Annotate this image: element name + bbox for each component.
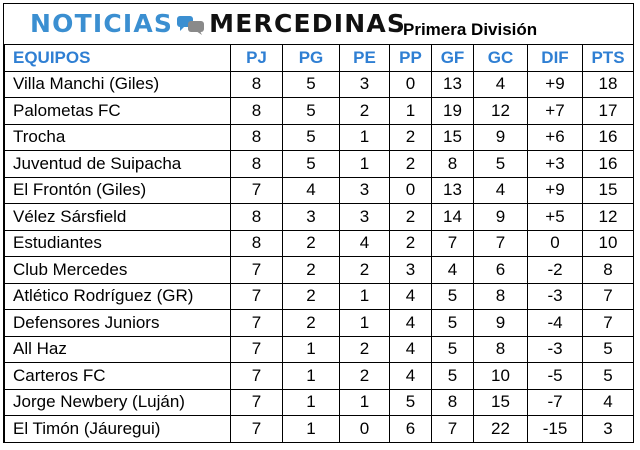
table-header-row xyxy=(5,45,634,72)
stat-cell-pj: 7 xyxy=(231,283,283,310)
team-name-cell: Estudiantes xyxy=(5,230,231,257)
table-row xyxy=(5,177,634,204)
stat-cell-pj: 7 xyxy=(231,416,283,443)
stat-cell-gc: 9 xyxy=(474,204,528,231)
stat-cell-pj: 7 xyxy=(231,310,283,337)
stat-cell-pe: 2 xyxy=(340,363,390,390)
stat-cell-pp: 2 xyxy=(390,124,432,151)
stat-cell-pj: 8 xyxy=(231,98,283,125)
stat-cell-gc: 4 xyxy=(474,177,528,204)
stat-cell-pg: 5 xyxy=(283,151,340,178)
column-header-pe: PE xyxy=(340,45,390,72)
table-row xyxy=(5,389,634,416)
stat-cell-pj: 8 xyxy=(231,71,283,98)
stat-cell-pg: 3 xyxy=(283,204,340,231)
table-row xyxy=(5,151,634,178)
stat-cell-pp: 4 xyxy=(390,310,432,337)
team-name-cell: Juventud de Suipacha xyxy=(5,151,231,178)
table-row xyxy=(5,230,634,257)
title-row xyxy=(4,4,633,44)
stat-cell-pe: 0 xyxy=(340,416,390,443)
team-name-cell: Trocha xyxy=(5,124,231,151)
stat-cell-pg: 2 xyxy=(283,257,340,284)
column-header-team: EQUIPOS xyxy=(5,45,231,72)
stat-cell-dif: -3 xyxy=(528,283,583,310)
stat-cell-gc: 12 xyxy=(474,98,528,125)
team-name-cell: Defensores Juniors xyxy=(5,310,231,337)
stat-cell-pj: 8 xyxy=(231,230,283,257)
stat-cell-pts: 5 xyxy=(583,363,634,390)
column-header-gf: GF xyxy=(432,45,474,72)
team-name-cell: El Timón (Jáuregui) xyxy=(5,416,231,443)
column-header-pj: PJ xyxy=(231,45,283,72)
stat-cell-pg: 1 xyxy=(283,416,340,443)
standings-card xyxy=(3,3,634,443)
stat-cell-pg: 1 xyxy=(283,363,340,390)
stat-cell-gf: 15 xyxy=(432,124,474,151)
stat-cell-pts: 15 xyxy=(583,177,634,204)
table-row xyxy=(5,336,634,363)
stat-cell-pj: 8 xyxy=(231,151,283,178)
team-name-cell: El Frontón (Giles) xyxy=(5,177,231,204)
stat-cell-gc: 7 xyxy=(474,230,528,257)
stat-cell-gf: 8 xyxy=(432,389,474,416)
stat-cell-gc: 5 xyxy=(474,151,528,178)
stat-cell-dif: +9 xyxy=(528,71,583,98)
team-name-cell: Carteros FC xyxy=(5,363,231,390)
stat-cell-gf: 5 xyxy=(432,363,474,390)
stat-cell-pe: 4 xyxy=(340,230,390,257)
stat-cell-pts: 4 xyxy=(583,389,634,416)
stat-cell-pts: 7 xyxy=(583,310,634,337)
stat-cell-pts: 5 xyxy=(583,336,634,363)
stat-cell-dif: -4 xyxy=(528,310,583,337)
stat-cell-pj: 8 xyxy=(231,204,283,231)
stat-cell-pe: 3 xyxy=(340,204,390,231)
team-name-cell: Vélez Sársfield xyxy=(5,204,231,231)
stat-cell-gf: 4 xyxy=(432,257,474,284)
stat-cell-pts: 3 xyxy=(583,416,634,443)
stat-cell-dif: 0 xyxy=(528,230,583,257)
stat-cell-pp: 3 xyxy=(390,257,432,284)
stat-cell-pe: 2 xyxy=(340,257,390,284)
table-row xyxy=(5,416,634,443)
stat-cell-pp: 0 xyxy=(390,71,432,98)
stat-cell-pg: 2 xyxy=(283,310,340,337)
stat-cell-pts: 10 xyxy=(583,230,634,257)
stat-cell-pg: 1 xyxy=(283,389,340,416)
stat-cell-gc: 4 xyxy=(474,71,528,98)
stat-cell-gf: 7 xyxy=(432,416,474,443)
team-name-cell: Jorge Newbery (Luján) xyxy=(5,389,231,416)
stat-cell-pe: 2 xyxy=(340,336,390,363)
stat-cell-pp: 5 xyxy=(390,389,432,416)
stat-cell-pg: 4 xyxy=(283,177,340,204)
stat-cell-pg: 5 xyxy=(283,98,340,125)
stat-cell-pe: 3 xyxy=(340,71,390,98)
logo-word-noticias: NOTICIAS xyxy=(30,9,174,38)
stat-cell-pg: 1 xyxy=(283,336,340,363)
stat-cell-pe: 2 xyxy=(340,98,390,125)
table-row xyxy=(5,310,634,337)
stat-cell-gc: 8 xyxy=(474,336,528,363)
stat-cell-pp: 2 xyxy=(390,151,432,178)
logo xyxy=(30,9,406,39)
table-row xyxy=(5,257,634,284)
stat-cell-gf: 5 xyxy=(432,336,474,363)
stat-cell-pj: 8 xyxy=(231,124,283,151)
stat-cell-pg: 5 xyxy=(283,124,340,151)
table-row xyxy=(5,204,634,231)
stat-cell-pts: 17 xyxy=(583,98,634,125)
stat-cell-pe: 1 xyxy=(340,151,390,178)
stat-cell-pts: 16 xyxy=(583,124,634,151)
stat-cell-pts: 16 xyxy=(583,151,634,178)
stat-cell-dif: -2 xyxy=(528,257,583,284)
stat-cell-gf: 19 xyxy=(432,98,474,125)
team-name-cell: Atlético Rodríguez (GR) xyxy=(5,283,231,310)
table-row xyxy=(5,124,634,151)
column-header-gc: GC xyxy=(474,45,528,72)
team-name-cell: Club Mercedes xyxy=(5,257,231,284)
stat-cell-gc: 15 xyxy=(474,389,528,416)
column-header-pp: PP xyxy=(390,45,432,72)
stat-cell-pj: 7 xyxy=(231,363,283,390)
stat-cell-dif: +3 xyxy=(528,151,583,178)
stat-cell-pp: 2 xyxy=(390,204,432,231)
team-name-cell: Palometas FC xyxy=(5,98,231,125)
stat-cell-pj: 7 xyxy=(231,257,283,284)
table-row xyxy=(5,71,634,98)
team-name-cell: Villa Manchi (Giles) xyxy=(5,71,231,98)
table-row xyxy=(5,283,634,310)
stat-cell-gc: 9 xyxy=(474,310,528,337)
stat-cell-gf: 7 xyxy=(432,230,474,257)
column-header-dif: DIF xyxy=(528,45,583,72)
division-title: Primera División xyxy=(403,20,538,39)
stat-cell-gc: 6 xyxy=(474,257,528,284)
logo-word-mercedinas: MERCEDINAS xyxy=(209,9,407,38)
stat-cell-dif: -7 xyxy=(528,389,583,416)
stat-cell-gc: 22 xyxy=(474,416,528,443)
stat-cell-pts: 8 xyxy=(583,257,634,284)
stat-cell-pts: 18 xyxy=(583,71,634,98)
stat-cell-gf: 5 xyxy=(432,283,474,310)
standings-table xyxy=(4,44,634,443)
stat-cell-dif: +5 xyxy=(528,204,583,231)
stat-cell-pj: 7 xyxy=(231,389,283,416)
stat-cell-pj: 7 xyxy=(231,336,283,363)
stat-cell-pj: 7 xyxy=(231,177,283,204)
stat-cell-pp: 0 xyxy=(390,177,432,204)
table-body xyxy=(5,71,634,442)
stat-cell-pp: 6 xyxy=(390,416,432,443)
column-header-pts: PTS xyxy=(583,45,634,72)
stat-cell-pe: 1 xyxy=(340,389,390,416)
stat-cell-pp: 4 xyxy=(390,336,432,363)
stat-cell-gf: 13 xyxy=(432,177,474,204)
stat-cell-gc: 9 xyxy=(474,124,528,151)
table-row xyxy=(5,98,634,125)
stat-cell-pg: 5 xyxy=(283,71,340,98)
stat-cell-dif: -5 xyxy=(528,363,583,390)
chat-bubble-icon xyxy=(176,13,206,35)
stat-cell-gc: 10 xyxy=(474,363,528,390)
stat-cell-dif: -15 xyxy=(528,416,583,443)
stat-cell-gf: 5 xyxy=(432,310,474,337)
stat-cell-pp: 4 xyxy=(390,363,432,390)
stat-cell-pp: 1 xyxy=(390,98,432,125)
stat-cell-pg: 2 xyxy=(283,230,340,257)
stat-cell-pe: 1 xyxy=(340,124,390,151)
stat-cell-pts: 7 xyxy=(583,283,634,310)
stat-cell-pe: 1 xyxy=(340,310,390,337)
stat-cell-gf: 14 xyxy=(432,204,474,231)
stat-cell-dif: +6 xyxy=(528,124,583,151)
stat-cell-dif: +9 xyxy=(528,177,583,204)
stat-cell-pts: 12 xyxy=(583,204,634,231)
stat-cell-pe: 3 xyxy=(340,177,390,204)
stat-cell-gf: 13 xyxy=(432,71,474,98)
team-name-cell: All Haz xyxy=(5,336,231,363)
column-header-pg: PG xyxy=(283,45,340,72)
stat-cell-pp: 2 xyxy=(390,230,432,257)
stat-cell-pp: 4 xyxy=(390,283,432,310)
stat-cell-gc: 8 xyxy=(474,283,528,310)
table-row xyxy=(5,363,634,390)
stat-cell-pe: 1 xyxy=(340,283,390,310)
stat-cell-dif: +7 xyxy=(528,98,583,125)
stat-cell-gf: 8 xyxy=(432,151,474,178)
stat-cell-dif: -3 xyxy=(528,336,583,363)
stat-cell-pg: 2 xyxy=(283,283,340,310)
